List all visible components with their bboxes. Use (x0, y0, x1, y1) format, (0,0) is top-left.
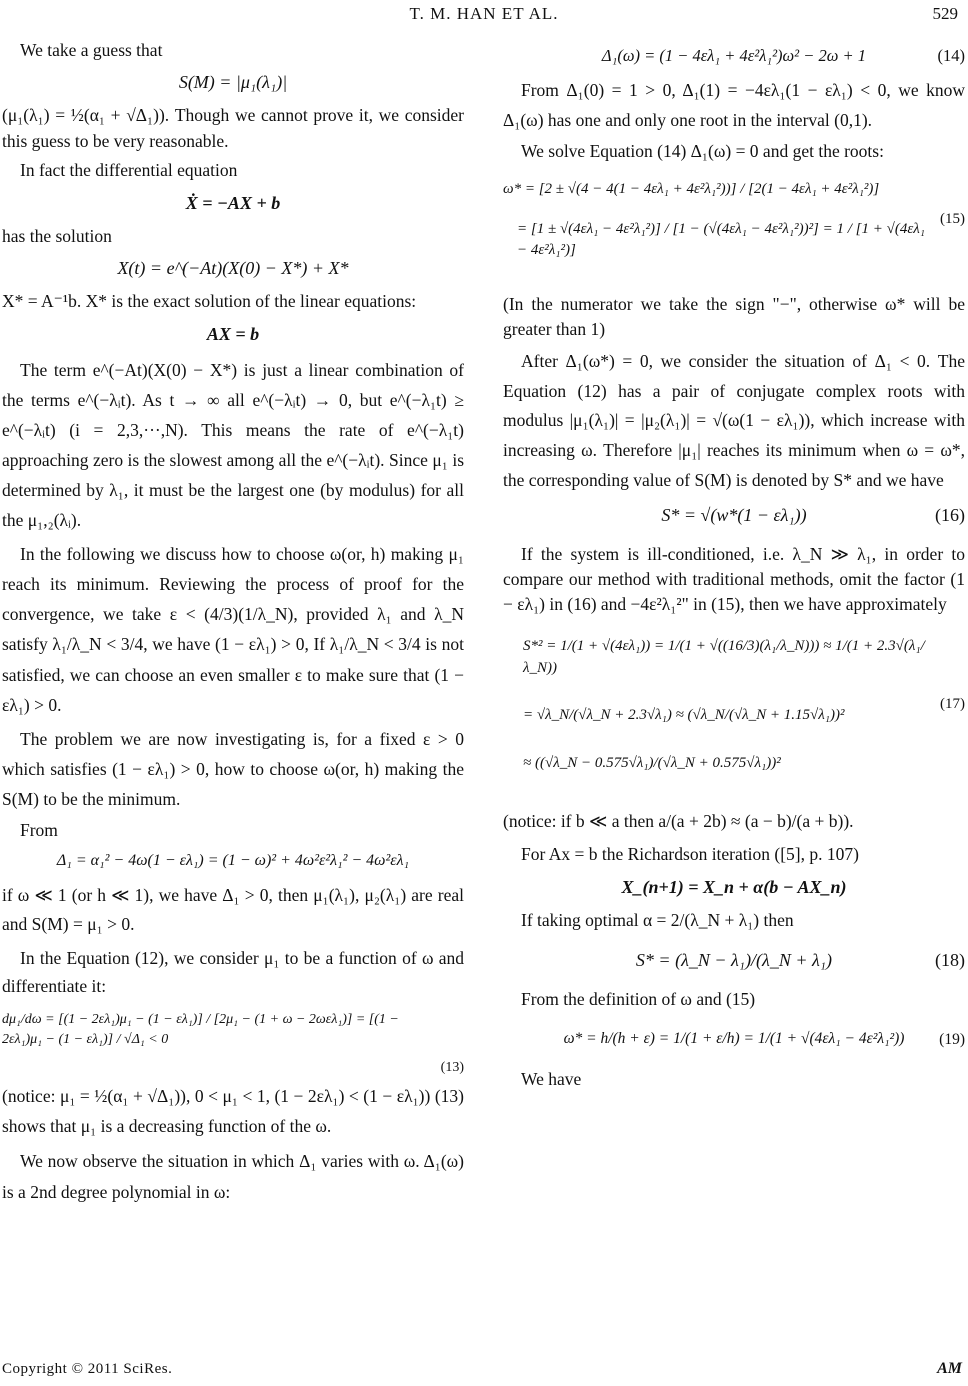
paragraph: (notice: if b ≪ a then a/(a + 2b) ≈ (a − b)/(a + b)). (503, 810, 854, 831)
equation-text: dμ₁/dω = [(1 − 2ελ₁)μ₁ − (1 − ελ₁)] / [2μ₁ − (1 + ω − 2ωελ₁)] = [(1 − 2ελ₁)μ₁ − (1 − ελ₁)] / √Δ₁ < 0 (2, 1012, 399, 1048)
equation-text: = √λ_N/(√λ_N + 2.3√λ₁) ≈ (√λ_N/(√λ_N + 1.15√λ₁))² (523, 707, 845, 724)
equation (503, 44, 965, 68)
paragraph: The term e^(−At)(X(0) − X*) is just a linear combination of the terms e^(−λᵢt). As t → ∞ all e^(−λᵢt) → 0, but e^(−λ₁t) ≥ e^(−λᵢt) (i = 2,3,···,N). This means the rate of e^(−λ₁t) approaching zero is the slowest among all the e^(−λᵢt). Since μ₁ is determined by λ₁, it must be the largest one (by modulus) for all the μ₁,₂(λᵢ). (2, 359, 464, 531)
equation-number: (16) (935, 504, 965, 525)
paragraph: From (20, 820, 58, 841)
paragraph: (In the numerator we take the sign "−", otherwise ω* will be greater than 1) (503, 294, 965, 340)
paragraph: From the definition of ω and (15) (521, 989, 756, 1010)
equation (2, 69, 464, 95)
paragraph: The problem we are now investigating is, for a fixed ε > 0 which satisfies (1 − ελ₁) > 0, how to choose ω(or, h) making the S(M) to be the minimum. (2, 728, 464, 809)
equation-text: Δ₁ = α₁² − 4ω(1 − ελ₁) = (1 − ω)² + 4ω²ε²λ₁² − 4ω²ελ₁ (56, 852, 410, 870)
equation (2, 1010, 464, 1076)
equation-number: (14) (937, 45, 965, 65)
equation-text: S(M) = |μ₁(λ₁)| (178, 72, 288, 93)
equation-number: (19) (939, 1030, 965, 1048)
equation-text: X(t) = e^(−At)(X(0) − X*) + X* (117, 258, 349, 279)
equation-block (503, 179, 965, 262)
equation-text: ω* = [2 ± √(4 − 4(1 − 4ελ₁ + 4ε²λ₁²))] / [2(1 − 4ελ₁ + 4ε²λ₁²)] (503, 180, 880, 197)
equation-text: Δ₁(ω) = (1 − 4ελ₁ + 4ε²λ₁²)ω² − 2ω + 1 (601, 46, 867, 65)
journal-abbrev: AM (937, 1360, 962, 1377)
copyright: Copyright © 2011 SciRes. (2, 1361, 173, 1377)
equation-text: S* = √(w*(1 − ελ₁)) (661, 504, 807, 525)
paragraph: (notice: μ₁ = ½(α₁ + √Δ₁)), 0 < μ₁ < 1, (1 − 2ελ₁) < (1 − ελ₁)) (13) shows that μ₁ is a decreasing function of the ω. (2, 1085, 464, 1137)
equation (2, 255, 464, 281)
paragraph: For Ax = b the Richardson iteration ([5], p. 107) (521, 844, 859, 865)
equation-number: (17) (940, 696, 965, 713)
right-column (503, 38, 965, 1096)
paragraph: We take a guess that (20, 40, 163, 60)
equation-number: (13) (440, 1060, 464, 1076)
paragraph: We solve Equation (14) Δ₁(ω) = 0 and get the roots: (521, 141, 884, 162)
paragraph: (μ₁(λ₁) = ½(α₁ + √Δ₁)). Though we cannot prove it, we consider this guess to be very reasonable. (2, 105, 464, 151)
equation-block (503, 636, 965, 775)
equation-text: X_(n+1) = X_n + α(b − AX_n) (621, 876, 847, 897)
paragraph: After Δ₁(ω*) = 0, we consider the situation of Δ₁ < 0. The Equation (12) has a pair of conjugate complex roots with modulus |μ₁(λ₁)| = |μ₂(λ₁)| = √(ω(1 − ελ₁)), which increase with increasing ω. Therefore |μ₁| reaches its minimum when ω = ω*, the corresponding value of S(M) is denoted by S* and we have (503, 350, 965, 490)
equation-text: S* = (λ_N − λ₁)/(λ_N + λ₁) (635, 949, 833, 970)
equation (2, 321, 464, 347)
paragraph: In the following we discuss how to choose ω(or, h) making μ₁ reach its minimum. Reviewing the process of proof for the convergence, we take ε < (4/3)(1/λ_N), provided λ₁ and λ_N satisfy λ₁/λ_N < 3/4, we have (1 − ελ₁) > 0, If λ₁/λ_N < 3/4 is not satisfied, we can choose an even smaller ε to make sure that (1 − ελ₁) > 0. (2, 544, 464, 715)
equation-text: S*² = 1/(1 + √(4ελ₁)) = 1/(1 + √((16/3)(λ₁/λ_N))) ≈ 1/(1 + 2.3√(λ₁/λ_N)) (523, 637, 925, 676)
equation (503, 874, 965, 900)
equation-text: Ẋ = −AX + b (185, 192, 281, 213)
page-number: 529 (932, 4, 958, 23)
equation-text: ≈ ((√λ_N − 0.575√λ₁)/(√λ_N + 0.575√λ₁))² (523, 755, 781, 772)
equation (503, 947, 965, 973)
equation (503, 1028, 965, 1050)
equation (503, 502, 965, 528)
paragraph: has the solution (2, 225, 112, 246)
equation (2, 849, 464, 872)
paragraph: if ω ≪ 1 (or h ≪ 1), we have Δ₁ > 0, then μ₁(λ₁), μ₂(λ₁) are real and S(M) = μ₁ > 0. (2, 884, 464, 935)
paragraph: If taking optimal α = 2/(λ_N + λ₁) then (521, 909, 794, 930)
paragraph: We now observe the situation in which Δ₁ varies with ω. Δ₁(ω) is a 2nd degree polynomial in ω: (2, 1150, 464, 1202)
equation-text: ω* = h/(h + ε) = 1/(1 + ε/h) = 1/(1 + √(4ελ₁ − 4ε²λ₁²)) (563, 1030, 905, 1048)
paragraph: We have (521, 1068, 582, 1089)
equation-text: AX = b (206, 323, 260, 344)
running-title: T. M. HAN ET AL. (409, 4, 559, 23)
paragraph: From Δ₁(0) = 1 > 0, Δ₁(1) = −4ελ₁(1 − ελ₁) < 0, we know Δ₁(ω) has one and only one root in the interval (0,1). (503, 79, 965, 130)
page-header (0, 0, 968, 26)
paragraph: In the Equation (12), we consider μ₁ to be a function of ω and differentiate it: (2, 948, 464, 997)
paragraph: X* = A⁻¹b. X* is the exact solution of the linear equations: (2, 291, 417, 312)
equation-text: = [1 ± √(4ελ₁ − 4ε²λ₁²)] / [1 − (√(4ελ₁ − 4ε²λ₁²))²] = 1 / [1 + √(4ελ₁ − 4ε²λ₁²)] (517, 220, 925, 259)
equation (2, 190, 464, 216)
left-column (2, 38, 464, 1211)
page-footer (0, 1356, 968, 1386)
paragraph: If the system is ill-conditioned, i.e. λ_N ≫ λ₁, in order to compare our method with traditional methods, omit the factor (1 − ελ₁) in (16) and −4ε²λ₁²" in (15), then we have approximately (503, 543, 965, 615)
equation-number: (18) (935, 949, 965, 970)
paragraph: In fact the differential equation (20, 160, 238, 181)
equation-number: (15) (940, 211, 965, 228)
